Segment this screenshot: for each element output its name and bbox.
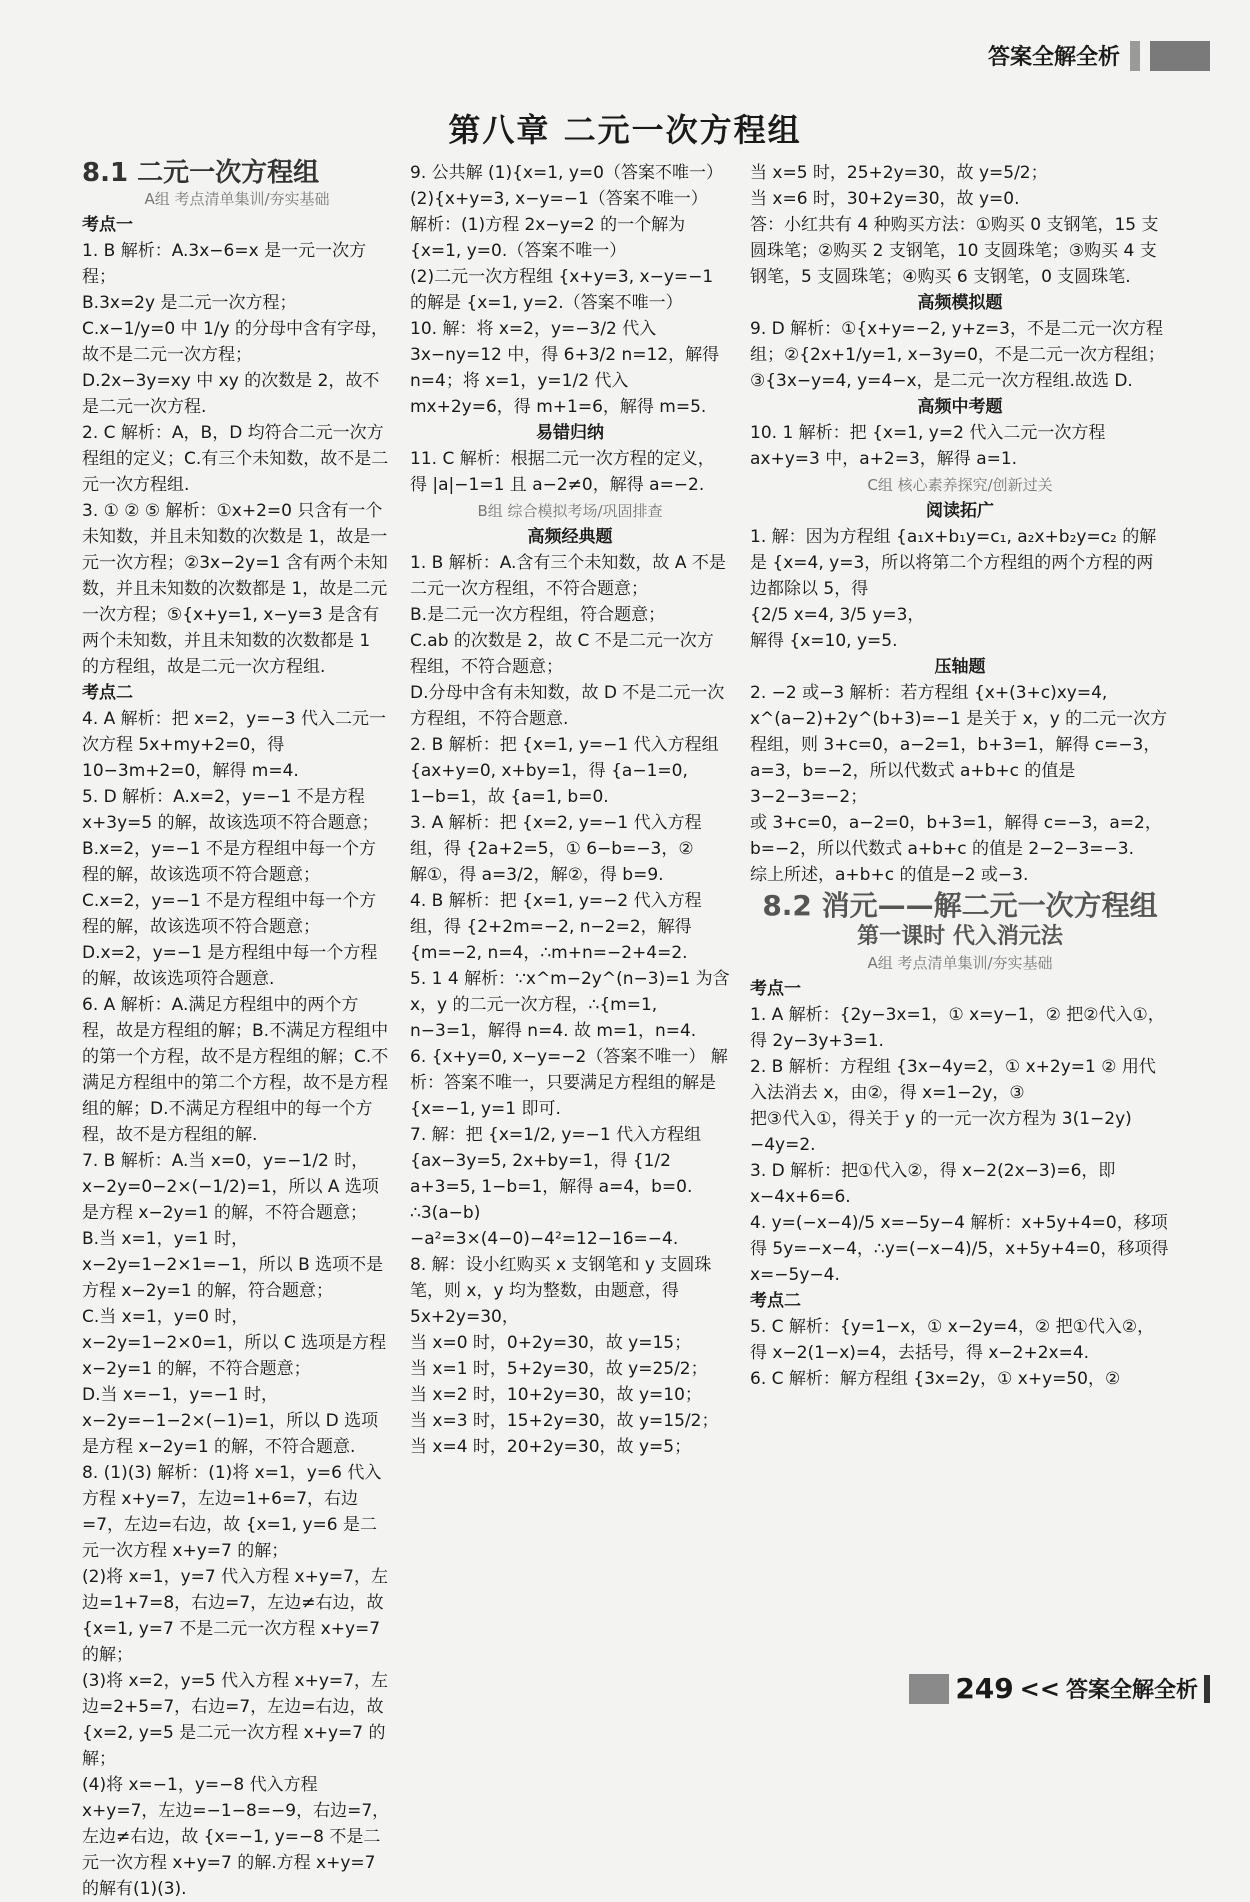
chapter-title: 第八章 二元一次方程组: [448, 111, 802, 149]
answer-line: 5. D 解析：A.x=2，y=−1 不是方程 x+3y=5 的解，故该选项不符合题意；: [82, 787, 379, 833]
answer-line: ∴3(a−b)−a²=3×(4−0)−4²=12−16=−4.: [410, 1203, 679, 1249]
answer-line: 当 x=0 时，0+2y=30，故 y=15；: [410, 1333, 692, 1353]
answer-line: C.ab 的次数是 2，故 C 不是二元一次方程组，不符合题意；: [410, 631, 714, 677]
answer-line: B.当 x=1，y=1 时，x−2y=1−2×1=−1，所以 B 选项不是方程 x−2y=1 的解，符合题意；: [82, 1229, 384, 1301]
answer-line: 1. A 解析：{2y−3x=1，① x=y−1，② 把②代入①，得 2y−3y+3=1.: [750, 1005, 1165, 1051]
answer-line: 8. (1)(3) 解析：(1)将 x=1，y=6 代入方程 x+y=7，左边=1+6=7，右边=7，左边=右边，故 {x=1, y=6 是二元一次方程 x+y=7 的解；: [82, 1463, 382, 1561]
answer-line: 5. C 解析：{y=1−x，① x−2y=4，② 把①代入②，得 x−2(1−x)=4，去括号，得 x−2+2x=4.: [750, 1317, 1155, 1363]
answer-line: C.x=2，y=−1 不是方程组中每一个方程的解，故该选项不符合题意；: [82, 891, 377, 937]
answer-line: 3. A 解析：把 {x=2, y=−1 代入方程组，得 {2a+2=5，① 6−b=−3，②: [410, 813, 702, 859]
answer-line: 2. C 解析：A，B，D 均符合二元一次方程组的定义；C.有三个未知数，故不是二元一次方程组.: [82, 423, 389, 495]
answer-line: 6. A 解析：A.满足方程组中的两个方程，故是方程组的解；B.不满足方程组中的第一个方程，故不是方程组的解；C.不满足方程组中的第二个方程，故不是方程组的解；D.不满足方程组中的每一个方程，故不是方程组的解.: [82, 995, 389, 1145]
column-1: [82, 160, 392, 1902]
answer-line: 10. 解：将 x=2，y=−3/2 代入 3x−ny=12 中，得 6+3/2 n=12，解得 n=4；将 x=1，y=1/2 代入 mx+2y=6，得 m+1=6，解得 m=5.: [410, 319, 720, 417]
answer-line: 1. B 解析：A.含有三个未知数，故 A 不是二元一次方程组，不符合题意；: [410, 553, 726, 599]
col3-lines5: [750, 680, 1170, 888]
col3-lines3: [750, 420, 1170, 472]
col2-lines2: [410, 446, 730, 498]
col3-lines6: [750, 976, 1170, 1392]
answer-line: 3. D 解析：把①代入②，得 x−2(2x−3)=6，即 x−4x+6=6.: [750, 1161, 1116, 1207]
answer-line: 解析：(1)方程 2x−y=2 的一个解为 {x=1, y=0.（答案不唯一）: [410, 215, 686, 261]
answer-line: 5. 1 4 解析：∵x^m−2y^(n−3)=1 为含 x，y 的二元一次方程，∴{m=1, n−3=1，解得 n=4. 故 m=1，n=4.: [410, 969, 730, 1041]
group-label-b: B组 综合模拟考场/巩固排查: [477, 502, 663, 520]
answer-line: 当 x=1 时，5+2y=30，故 y=25/2；: [410, 1359, 708, 1379]
kaodian-heading: 考点二: [82, 683, 133, 703]
group-label-c: C组 核心素养探究/创新过关: [867, 476, 1053, 494]
group-label-a2: A组 考点清单集训/夯实基础: [867, 954, 1053, 972]
answer-line: 4. B 解析：把 {x=1, y=−2 代入方程组，得 {2+2m=−2, n−2=2，解得 {m=−2, n=4，∴m+n=−2+4=2.: [410, 891, 702, 963]
section-title-8-2: 8.2 消元——解二元一次方程组: [762, 889, 1158, 922]
footer: [909, 1672, 1210, 1705]
subheading-yazhou: 压轴题: [934, 657, 986, 677]
header-label: 答案全解全析: [987, 45, 1120, 70]
col2-lines3: [410, 550, 730, 1460]
answer-line: 综上所述，a+b+c 的值是−2 或−3.: [750, 865, 1029, 885]
answer-line: {2/5 x=4, 3/5 y=3，: [750, 605, 925, 625]
group-label: A组 考点清单集训/夯实基础: [144, 190, 330, 208]
answer-line: B.是二元一次方程组，符合题意；: [410, 605, 666, 625]
kaodian-heading: 考点一: [82, 215, 133, 235]
subheading-zhongkao: 高频中考题: [917, 397, 1003, 417]
answer-line: 1. B 解析：A.3x−6=x 是一元一次方程；: [82, 241, 367, 287]
answer-line: B.x=2，y=−1 不是方程组中每一个方程的解，故该选项不符合题意；: [82, 839, 376, 885]
footer-label: 答案全解全析: [1065, 1678, 1198, 1703]
subheading-jingdian: 高频经典题: [527, 527, 613, 547]
footer-block: [909, 1674, 949, 1704]
kaodian-heading: 考点二: [750, 1291, 801, 1311]
answer-line: 8. 解：设小红购买 x 支钢笔和 y 支圆珠笔，则 x，y 均为整数，由题意，得 5x+2y=30，: [410, 1255, 712, 1327]
column-3: [750, 160, 1170, 1392]
answer-line: (2){x+y=3, x−y=−1（答案不唯一）: [410, 189, 708, 209]
answer-line: 2. B 解析：把 {x=1, y=−1 代入方程组 {ax+y=0, x+by=1，得 {a−1=0, 1−b=1，故 {a=1, b=0.: [410, 735, 719, 807]
answer-line: 2. B 解析：方程组 {3x−4y=2，① x+2y=1 ② 用代入法消去 x，由②，得 x=1−2y，③: [750, 1057, 1156, 1103]
answer-line: 11. C 解析：根据二元一次方程的定义，得 |a|−1=1 且 a−2≠0，解得 a=−2.: [410, 449, 715, 495]
footer-arrows: <<: [1019, 1674, 1060, 1703]
answer-line: D.分母中含有未知数，故 D 不是二元一次方程组，不符合题意.: [410, 683, 725, 729]
answer-line: 9. D 解析：①{x+y=−2, y+z=3，不是二元一次方程组；②{2x+1/y=1, x−3y=0，不是二元一次方程组；: [750, 319, 1165, 365]
answer-line: 4. A 解析：把 x=2，y=−3 代入二元一次方程 5x+my+2=0，得 10−3m+2=0，解得 m=4.: [82, 709, 386, 781]
col3-lines: [750, 160, 1170, 290]
subheading-yicuo: 易错归纳: [536, 423, 604, 443]
answer-line: 6. C 解析：解方程组 {3x=2y，① x+y=50，②: [750, 1369, 1121, 1389]
subheading-moni: 高频模拟题: [917, 293, 1003, 313]
col1-lines: [82, 212, 392, 1902]
col2-lines: [410, 160, 730, 420]
subheading-yuedu: 阅读拓广: [926, 501, 994, 521]
answer-line: B.3x=2y 是二元一次方程；: [82, 293, 297, 313]
page-number: 249: [955, 1672, 1014, 1705]
answer-line: 答：小红共有 4 种购买方法：①购买 0 支钢笔，15 支圆珠笔；②购买 2 支钢笔，10 支圆珠笔；③购买 4 支钢笔，5 支圆珠笔；④购买 6 支钢笔，0 支圆珠笔.: [750, 215, 1159, 287]
col3-lines2: [750, 316, 1170, 394]
answer-line: 当 x=5 时，25+2y=30，故 y=5/2；: [750, 163, 1048, 183]
answer-line: ③{3x−y=4, y=4−x，是二元一次方程组.故选 D.: [750, 371, 1133, 391]
answer-line: (4)将 x=−1，y=−8 代入方程 x+y=7，左边=−1−8=−9，右边=7，左边≠右边，故 {x=−1, y=−8 不是二元一次方程 x+y=7 的解.方程 x+y=7 的解有(1)(3).: [82, 1775, 390, 1899]
answer-line: 解得 {x=10, y=5.: [750, 631, 898, 651]
answer-line: 1. 解：因为方程组 {a₁x+b₁y=c₁, a₂x+b₂y=c₂ 的解是 {x=4, y=3，所以将第二个方程组的两个方程的两边都除以 5，得: [750, 527, 1157, 599]
answer-line: 4. y=(−x−4)/5 x=−5y−4 解析：x+5y+4=0，移项得 5y=−x−4，∴y=(−x−4)/5，x+5y+4=0，移项得 x=−5y−4.: [750, 1213, 1169, 1285]
answer-line: 6. {x+y=0, x−y=−2（答案不唯一） 解析：答案不唯一，只要满足方程组的解是 {x=−1, y=1 即可.: [410, 1047, 728, 1119]
answer-line: 或 3+c=0，a−2=0，b+3=1，解得 c=−3，a=2，b=−2，所以代数式 a+b+c 的值是 2−2−3=−3.: [750, 813, 1162, 859]
answer-line: 3. ① ② ⑤ 解析：①x+2=0 只含有一个未知数，并且未知数的次数是 1，故是一元一次方程；②3x−2y=1 含有两个未知数，并且未知数的次数都是 1，故是二元一次方程；⑤{x+y=1, x−y=3 是含有两个未知数，并且未知数的次数都是 1 的方程组，故是二元一次方程组.: [82, 501, 388, 677]
answer-line: 当 x=4 时，20+2y=30，故 y=5；: [410, 1437, 692, 1457]
answer-line: 2. −2 或−3 解析：若方程组 {x+(3+c)xy=4, x^(a−2)+2y^(b+3)=−1 是关于 x，y 的二元一次方程组，则 3+c=0，a−2=1，b+3=1，解得 c=−3，a=3，b=−2，所以代数式 a+b+c 的值是 3−2−3=−2；: [750, 683, 1168, 807]
answer-line: 7. 解：把 {x=1/2, y=−1 代入方程组 {ax−3y=5, 2x+by=1，得 {1/2 a+3=5, 1−b=1，解得 a=4，b=0.: [410, 1125, 702, 1197]
section-title: 8.1 二元一次方程组: [82, 158, 320, 188]
kaodian-heading: 考点一: [750, 979, 801, 999]
answer-line: (2)二元一次方程组 {x+y=3, x−y=−1 的解是 {x=1, y=2.（答案不唯一）: [410, 267, 714, 313]
answer-line: D.当 x=−1，y=−1 时，x−2y=−1−2×(−1)=1，所以 D 选项是方程 x−2y=1 的解，不符合题意.: [82, 1385, 379, 1457]
header-bar: [1130, 41, 1140, 71]
footer-bar: [1204, 1675, 1210, 1703]
answer-line: 当 x=6 时，30+2y=30，故 y=0.: [750, 189, 1020, 209]
header-tag: [988, 40, 1210, 71]
answer-line: (3)将 x=2，y=5 代入方程 x+y=7，左边=2+5=7，右边=7，左边=右边，故 {x=2, y=5 是二元一次方程 x+y=7 的解；: [82, 1671, 388, 1769]
col3-lines4: [750, 524, 1170, 654]
subsection-title: 第一课时 代入消元法: [857, 924, 1063, 949]
answer-line: 当 x=3 时，15+2y=30，故 y=15/2；: [410, 1411, 719, 1431]
column-2: [410, 160, 730, 1460]
answer-line: 7. B 解析：A.当 x=0，y=−1/2 时，x−2y=0−2×(−1/2)=1，所以 A 选项是方程 x−2y=1 的解，不符合题意；: [82, 1151, 379, 1223]
answer-line: 把③代入①，得关于 y 的一元一次方程为 3(1−2y)−4y=2.: [750, 1109, 1132, 1155]
answer-line: 当 x=2 时，10+2y=30，故 y=10；: [410, 1385, 702, 1405]
answer-line: (2)将 x=1，y=7 代入方程 x+y=7，左边=1+7=8，右边=7，左边≠右边，故 {x=1, y=7 不是二元一次方程 x+y=7 的解；: [82, 1567, 388, 1665]
answer-line: 10. 1 解析：把 {x=1, y=2 代入二元一次方程 ax+y=3 中，a+2=3，解得 a=1.: [750, 423, 1106, 469]
answer-line: 9. 公共解 (1){x=1, y=0（答案不唯一）: [410, 163, 723, 183]
answer-line: C.x−1/y=0 中 1/y 的分母中含有字母，故不是二元一次方程；: [82, 319, 389, 365]
answer-line: 解①，得 a=3/2，解②，得 b=9.: [410, 865, 664, 885]
answer-line: D.2x−3y=xy 中 xy 的次数是 2，故不是二元一次方程.: [82, 371, 380, 417]
answer-line: C.当 x=1，y=0 时，x−2y=1−2×0=1，所以 C 选项是方程 x−2y=1 的解，不符合题意；: [82, 1307, 387, 1379]
header-block: [1150, 41, 1210, 71]
answer-line: D.x=2，y=−1 是方程组中每一个方程的解，故该选项符合题意.: [82, 943, 378, 989]
